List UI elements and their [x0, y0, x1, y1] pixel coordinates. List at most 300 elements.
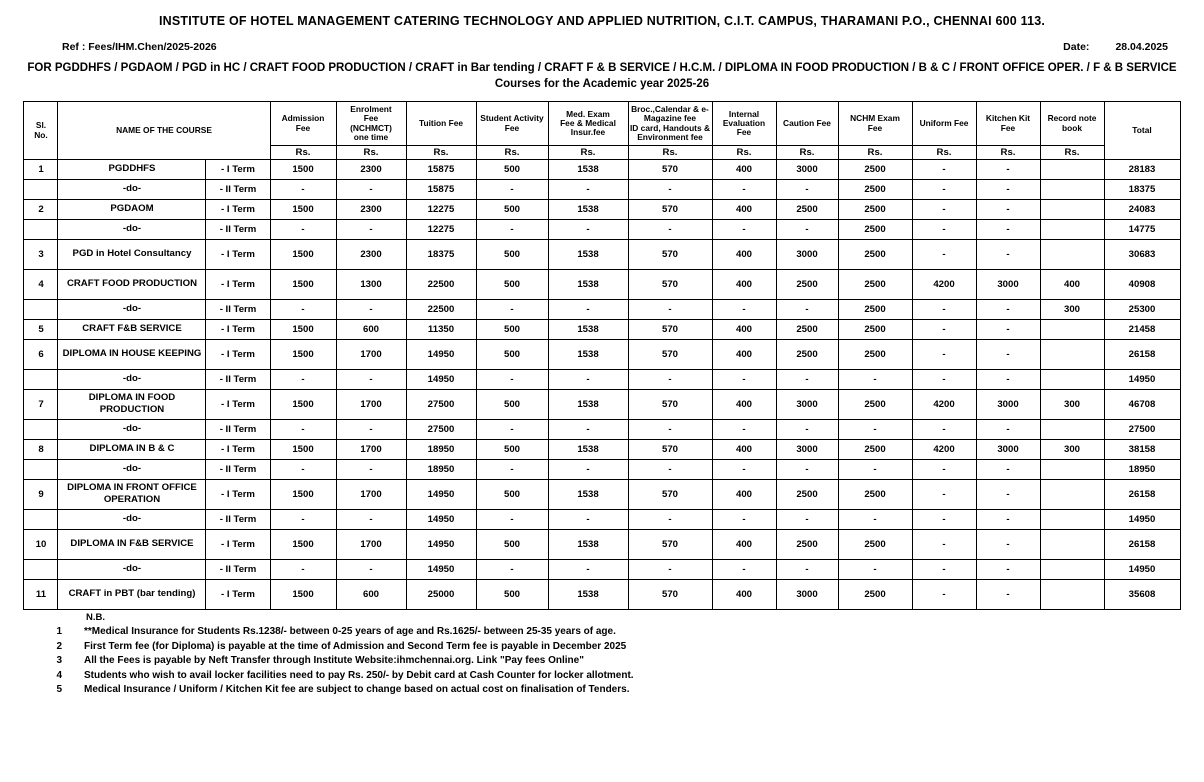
cell-fee-value: 1500 — [270, 269, 336, 299]
cell-fee-value: 2500 — [776, 269, 838, 299]
date-value: 28.04.2025 — [1115, 41, 1168, 53]
table-row — [24, 269, 1180, 299]
cell-fee-value: 1538 — [548, 159, 628, 179]
note-item — [24, 682, 1204, 697]
cell-fee-value: - — [336, 219, 406, 239]
cell-fee-value: - — [548, 179, 628, 199]
cell-fee-value: - — [712, 419, 776, 439]
note-item — [24, 667, 1204, 682]
table-row — [24, 509, 1180, 529]
cell-fee-value — [1040, 459, 1104, 479]
cell-fee-value: 2500 — [838, 579, 912, 609]
cell-fee-value: - — [912, 459, 976, 479]
cell-slno: 2 — [24, 199, 58, 219]
cell-fee-value: 570 — [628, 199, 712, 219]
cell-slno — [24, 559, 58, 579]
cell-fee-value: 4200 — [912, 269, 976, 299]
cell-fee-value — [1040, 239, 1104, 269]
cell-fee-value — [1040, 559, 1104, 579]
cell-total: 30683 — [1104, 239, 1180, 269]
cell-fee-value: - — [912, 579, 976, 609]
cell-fee-value: 3000 — [976, 389, 1040, 419]
cell-fee-value: 400 — [712, 439, 776, 459]
cell-term: - I Term — [206, 479, 270, 509]
cell-fee-value: 2500 — [776, 479, 838, 509]
cell-total: 14950 — [1104, 559, 1180, 579]
header-caution-fee: Caution Fee — [776, 102, 838, 146]
cell-fee-value: - — [776, 559, 838, 579]
cell-fee-value: - — [476, 419, 548, 439]
cell-fee-value: 15875 — [406, 179, 476, 199]
table-row — [24, 159, 1180, 179]
table-row — [24, 319, 1180, 339]
currency-tuition: Rs. — [406, 145, 476, 159]
cell-fee-value: 1500 — [270, 239, 336, 269]
cell-term: - II Term — [206, 369, 270, 389]
cell-fee-value: 2500 — [838, 389, 912, 419]
cell-fee-value: - — [912, 239, 976, 269]
cell-fee-value: 2500 — [838, 299, 912, 319]
cell-slno: 5 — [24, 319, 58, 339]
cell-course-name: CRAFT F&B SERVICE — [58, 319, 206, 339]
cell-fee-value: - — [976, 339, 1040, 369]
note-number: 2 — [56, 640, 62, 652]
cell-fee-value: - — [976, 239, 1040, 269]
cell-fee-value: - — [712, 179, 776, 199]
cell-fee-value: 1500 — [270, 319, 336, 339]
cell-total: 25300 — [1104, 299, 1180, 319]
header-activity-fee: Student Activity Fee — [476, 102, 548, 146]
table-row — [24, 199, 1180, 219]
cell-total: 18375 — [1104, 179, 1180, 199]
cell-fee-value: - — [912, 419, 976, 439]
cell-fee-value: - — [838, 559, 912, 579]
note-text: All the Fees is payable by Neft Transfer through Institute Website:ihmchennai.org. Link "Pay fees Online" — [84, 655, 584, 667]
cell-fee-value: 2500 — [838, 159, 912, 179]
cell-fee-value: 2300 — [336, 199, 406, 219]
cell-fee-value: - — [336, 369, 406, 389]
table-row — [24, 419, 1180, 439]
cell-course-name: DIPLOMA IN FOOD PRODUCTION — [58, 389, 206, 419]
cell-fee-value: 2500 — [838, 479, 912, 509]
cell-fee-value: 1500 — [270, 389, 336, 419]
cell-fee-value: 1700 — [336, 479, 406, 509]
cell-slno: 6 — [24, 339, 58, 369]
cell-course-name: -do- — [58, 459, 206, 479]
cell-fee-value: - — [912, 159, 976, 179]
cell-fee-value: - — [912, 479, 976, 509]
cell-fee-value: 1538 — [548, 529, 628, 559]
cell-fee-value: 500 — [476, 239, 548, 269]
cell-fee-value: - — [548, 419, 628, 439]
cell-fee-value: 3000 — [776, 239, 838, 269]
cell-fee-value: 400 — [1040, 269, 1104, 299]
nb-label: N.B. — [86, 611, 105, 623]
cell-fee-value: 2500 — [838, 319, 912, 339]
cell-fee-value: 1538 — [548, 579, 628, 609]
cell-fee-value: 500 — [476, 339, 548, 369]
cell-course-name: -do- — [58, 419, 206, 439]
cell-fee-value: 4200 — [912, 439, 976, 459]
cell-fee-value: 2500 — [838, 219, 912, 239]
cell-fee-value: 1700 — [336, 389, 406, 419]
cell-fee-value: 1538 — [548, 339, 628, 369]
note-text: First Term fee (for Diploma) is payable at the time of Admission and Second Term fee is payable in December 2025 — [84, 640, 627, 652]
cell-slno: 8 — [24, 439, 58, 459]
cell-fee-value: - — [912, 339, 976, 369]
table-row — [24, 389, 1180, 419]
notes-section — [0, 610, 1204, 697]
courses-subtitle: FOR PGDDHFS / PGDAOM / PGD in HC / CRAFT FOOD PRODUCTION / CRAFT in Bar tending / CRAFT F & B SERVICE / H.C.M. / DIPLOMA IN FOOD PRODUCTION / B & C / FRONT OFFICE OPER. / F & B SERVICE Courses for the Academic year 2025-26 — [27, 62, 1177, 90]
cell-fee-value — [1040, 369, 1104, 389]
cell-fee-value: - — [976, 579, 1040, 609]
cell-fee-value: 1538 — [548, 199, 628, 219]
currency-admission: Rs. — [270, 145, 336, 159]
header-admission-fee: Admission Fee — [270, 102, 336, 146]
cell-fee-value: - — [270, 179, 336, 199]
reference-number: Ref : Fees/IHM.Chen/2025-2026 — [62, 41, 217, 53]
cell-fee-value: 570 — [628, 239, 712, 269]
cell-fee-value: 570 — [628, 319, 712, 339]
cell-fee-value: - — [548, 219, 628, 239]
table-header-row — [24, 102, 1180, 146]
cell-fee-value: - — [776, 219, 838, 239]
cell-fee-value: 25000 — [406, 579, 476, 609]
cell-fee-value: 1500 — [270, 199, 336, 219]
cell-fee-value: - — [976, 479, 1040, 509]
cell-fee-value: 22500 — [406, 299, 476, 319]
cell-term: - II Term — [206, 179, 270, 199]
cell-term: - I Term — [206, 529, 270, 559]
note-item — [24, 653, 1204, 668]
cell-fee-value: - — [548, 369, 628, 389]
cell-fee-value: 500 — [476, 529, 548, 559]
cell-fee-value: 500 — [476, 479, 548, 509]
cell-course-name: DIPLOMA IN B & C — [58, 439, 206, 459]
cell-fee-value: 570 — [628, 339, 712, 369]
cell-fee-value: - — [976, 219, 1040, 239]
cell-fee-value: - — [712, 219, 776, 239]
cell-fee-value: 1500 — [270, 439, 336, 459]
cell-fee-value: 2500 — [776, 199, 838, 219]
cell-fee-value: 1500 — [270, 479, 336, 509]
cell-fee-value: - — [548, 559, 628, 579]
cell-total: 27500 — [1104, 419, 1180, 439]
cell-fee-value: 300 — [1040, 299, 1104, 319]
cell-total: 46708 — [1104, 389, 1180, 419]
note-text: Students who wish to avail locker facilities need to pay Rs. 250/- by Debit card at Cash Counter for locker allotment. — [84, 669, 634, 681]
cell-fee-value: - — [270, 369, 336, 389]
cell-fee-value: - — [838, 509, 912, 529]
cell-fee-value: 11350 — [406, 319, 476, 339]
cell-fee-value — [1040, 319, 1104, 339]
cell-fee-value: 27500 — [406, 419, 476, 439]
cell-fee-value: - — [776, 299, 838, 319]
cell-fee-value: - — [976, 199, 1040, 219]
cell-fee-value: 2500 — [776, 319, 838, 339]
cell-fee-value: - — [912, 199, 976, 219]
cell-fee-value: 300 — [1040, 389, 1104, 419]
cell-fee-value: 14950 — [406, 509, 476, 529]
cell-fee-value: 400 — [712, 389, 776, 419]
cell-fee-value: - — [976, 529, 1040, 559]
header-brochure-fee: Broc.,Calendar & e- Magazine fee ID card, Handouts & Environment fee — [628, 102, 712, 146]
fee-table — [23, 101, 1180, 610]
cell-fee-value: - — [270, 299, 336, 319]
note-item — [24, 624, 1204, 639]
cell-fee-value: 1700 — [336, 339, 406, 369]
cell-fee-value: 500 — [476, 269, 548, 299]
cell-fee-value: 600 — [336, 319, 406, 339]
cell-fee-value: 4200 — [912, 389, 976, 419]
table-row — [24, 439, 1180, 459]
cell-total: 38158 — [1104, 439, 1180, 459]
cell-fee-value: 22500 — [406, 269, 476, 299]
cell-fee-value: - — [336, 419, 406, 439]
cell-slno: 7 — [24, 389, 58, 419]
cell-fee-value: 2300 — [336, 239, 406, 269]
ref-date-row — [0, 29, 1204, 53]
cell-term: - II Term — [206, 459, 270, 479]
cell-course-name: DIPLOMA IN F&B SERVICE — [58, 529, 206, 559]
cell-fee-value: - — [270, 219, 336, 239]
cell-fee-value: 1300 — [336, 269, 406, 299]
cell-fee-value: 14950 — [406, 369, 476, 389]
cell-term: - I Term — [206, 159, 270, 179]
cell-fee-value: - — [476, 369, 548, 389]
cell-fee-value: 3000 — [776, 159, 838, 179]
cell-fee-value: 400 — [712, 239, 776, 269]
table-row — [24, 459, 1180, 479]
cell-fee-value: - — [270, 559, 336, 579]
cell-fee-value: 1500 — [270, 159, 336, 179]
cell-fee-value: 12275 — [406, 219, 476, 239]
cell-fee-value: - — [838, 369, 912, 389]
cell-course-name: -do- — [58, 369, 206, 389]
cell-fee-value: - — [712, 369, 776, 389]
cell-fee-value: 570 — [628, 479, 712, 509]
currency-enrolment: Rs. — [336, 145, 406, 159]
cell-fee-value: 2500 — [838, 199, 912, 219]
table-row — [24, 219, 1180, 239]
cell-fee-value: - — [912, 509, 976, 529]
cell-total: 26158 — [1104, 339, 1180, 369]
cell-fee-value: 14950 — [406, 529, 476, 559]
cell-fee-value: 400 — [712, 269, 776, 299]
note-item — [24, 638, 1204, 653]
cell-fee-value: 27500 — [406, 389, 476, 419]
cell-fee-value: 2500 — [838, 439, 912, 459]
cell-slno: 4 — [24, 269, 58, 299]
cell-fee-value: 570 — [628, 579, 712, 609]
cell-fee-value: - — [628, 509, 712, 529]
cell-term: - II Term — [206, 559, 270, 579]
cell-course-name: PGD in Hotel Consultancy — [58, 239, 206, 269]
cell-fee-value: - — [628, 179, 712, 199]
cell-term: - I Term — [206, 269, 270, 299]
institute-title: INSTITUTE OF HOTEL MANAGEMENT CATERING TECHNOLOGY AND APPLIED NUTRITION, C.I.T. CAMPUS, THARAMANI P.O., CHENNAI 600 113. — [158, 14, 1046, 28]
cell-fee-value: - — [476, 219, 548, 239]
cell-fee-value — [1040, 199, 1104, 219]
cell-fee-value: 1538 — [548, 389, 628, 419]
cell-fee-value: 1500 — [270, 529, 336, 559]
cell-total: 21458 — [1104, 319, 1180, 339]
cell-fee-value: 500 — [476, 389, 548, 419]
cell-fee-value: 1500 — [270, 339, 336, 369]
cell-fee-value: - — [476, 509, 548, 529]
header-internal-evaluation-fee: Internal Evaluation Fee — [712, 102, 776, 146]
cell-total: 40908 — [1104, 269, 1180, 299]
cell-fee-value: 500 — [476, 319, 548, 339]
cell-fee-value: 3000 — [776, 439, 838, 459]
date-block — [1063, 41, 1174, 53]
cell-fee-value: - — [628, 299, 712, 319]
cell-fee-value: - — [336, 559, 406, 579]
cell-fee-value: - — [838, 459, 912, 479]
cell-fee-value: 2500 — [776, 339, 838, 369]
cell-term: - II Term — [206, 219, 270, 239]
cell-course-name: DIPLOMA IN HOUSE KEEPING — [58, 339, 206, 369]
table-row — [24, 529, 1180, 559]
table-row — [24, 559, 1180, 579]
cell-fee-value: 1538 — [548, 269, 628, 299]
cell-course-name: -do- — [58, 179, 206, 199]
cell-course-name: -do- — [58, 299, 206, 319]
cell-fee-value: - — [628, 219, 712, 239]
cell-fee-value: 400 — [712, 159, 776, 179]
cell-slno — [24, 509, 58, 529]
cell-fee-value: - — [776, 419, 838, 439]
cell-slno — [24, 369, 58, 389]
cell-fee-value: 2500 — [838, 239, 912, 269]
currency-uniform: Rs. — [912, 145, 976, 159]
cell-term: - II Term — [206, 509, 270, 529]
cell-fee-value: 500 — [476, 159, 548, 179]
cell-fee-value: - — [712, 459, 776, 479]
cell-fee-value: - — [776, 369, 838, 389]
cell-fee-value: 2300 — [336, 159, 406, 179]
cell-fee-value: - — [476, 179, 548, 199]
cell-fee-value: - — [548, 299, 628, 319]
cell-fee-value: 1538 — [548, 479, 628, 509]
cell-fee-value: 3000 — [976, 269, 1040, 299]
cell-fee-value: - — [270, 419, 336, 439]
cell-course-name: -do- — [58, 509, 206, 529]
cell-fee-value: - — [628, 459, 712, 479]
header-record-note-book: Record note book — [1040, 102, 1104, 146]
cell-fee-value: 570 — [628, 159, 712, 179]
cell-total: 24083 — [1104, 199, 1180, 219]
cell-fee-value: - — [476, 299, 548, 319]
cell-total: 28183 — [1104, 159, 1180, 179]
cell-fee-value: 2500 — [838, 179, 912, 199]
cell-fee-value: - — [476, 459, 548, 479]
cell-fee-value: - — [976, 179, 1040, 199]
cell-fee-value: - — [912, 179, 976, 199]
cell-fee-value: 300 — [1040, 439, 1104, 459]
cell-fee-value: - — [628, 559, 712, 579]
cell-slno: 3 — [24, 239, 58, 269]
cell-fee-value: 2500 — [838, 529, 912, 559]
cell-term: - I Term — [206, 439, 270, 459]
cell-fee-value: 1700 — [336, 439, 406, 459]
cell-fee-value: - — [976, 159, 1040, 179]
cell-course-name: CRAFT in PBT (bar tending) — [58, 579, 206, 609]
cell-fee-value: - — [976, 319, 1040, 339]
cell-slno: 1 — [24, 159, 58, 179]
cell-total: 26158 — [1104, 529, 1180, 559]
table-row — [24, 579, 1180, 609]
cell-fee-value: 18950 — [406, 459, 476, 479]
notes-list — [24, 624, 1204, 697]
table-row — [24, 479, 1180, 509]
cell-course-name: DIPLOMA IN FRONT OFFICE OPERATION — [58, 479, 206, 509]
cell-total: 14775 — [1104, 219, 1180, 239]
note-number: 3 — [56, 655, 62, 667]
cell-fee-value: 500 — [476, 199, 548, 219]
cell-course-name: PGDAOM — [58, 199, 206, 219]
cell-fee-value: - — [838, 419, 912, 439]
cell-term: - I Term — [206, 319, 270, 339]
cell-fee-value — [1040, 479, 1104, 509]
header-enrolment-fee: Enrolment Fee (NCHMCT) one time — [336, 102, 406, 146]
cell-course-name: -do- — [58, 559, 206, 579]
cell-fee-value: 400 — [712, 199, 776, 219]
cell-fee-value: 3000 — [776, 389, 838, 419]
cell-fee-value: - — [976, 559, 1040, 579]
currency-record: Rs. — [1040, 145, 1104, 159]
cell-term: - I Term — [206, 239, 270, 269]
cell-fee-value: 570 — [628, 389, 712, 419]
cell-term: - I Term — [206, 339, 270, 369]
cell-fee-value: - — [776, 509, 838, 529]
cell-slno — [24, 459, 58, 479]
note-text: **Medical Insurance for Students Rs.1238/- between 0-25 years of age and Rs.1625/- between 25-35 years of age. — [84, 626, 616, 638]
cell-fee-value: 14950 — [406, 559, 476, 579]
cell-fee-value: 400 — [712, 529, 776, 559]
table-row — [24, 239, 1180, 269]
currency-nchm: Rs. — [838, 145, 912, 159]
cell-fee-value: - — [336, 509, 406, 529]
cell-fee-value: 15875 — [406, 159, 476, 179]
date-label: Date: — [1063, 41, 1090, 53]
cell-fee-value: - — [912, 369, 976, 389]
cell-fee-value: - — [712, 299, 776, 319]
cell-total: 35608 — [1104, 579, 1180, 609]
currency-brochure: Rs. — [628, 145, 712, 159]
cell-fee-value: - — [628, 369, 712, 389]
cell-fee-value — [1040, 219, 1104, 239]
cell-fee-value — [1040, 579, 1104, 609]
cell-fee-value: - — [912, 219, 976, 239]
cell-fee-value: - — [336, 459, 406, 479]
cell-fee-value: - — [976, 299, 1040, 319]
table-row — [24, 369, 1180, 389]
cell-fee-value — [1040, 159, 1104, 179]
table-row — [24, 339, 1180, 369]
cell-term: - I Term — [206, 579, 270, 609]
cell-fee-value: - — [712, 559, 776, 579]
cell-fee-value: - — [976, 509, 1040, 529]
cell-fee-value — [1040, 529, 1104, 559]
cell-fee-value: 570 — [628, 529, 712, 559]
cell-fee-value: - — [336, 179, 406, 199]
header-course: NAME OF THE COURSE — [58, 102, 270, 160]
cell-fee-value: 600 — [336, 579, 406, 609]
cell-fee-value — [1040, 179, 1104, 199]
fee-table-body — [24, 159, 1180, 609]
cell-fee-value: 570 — [628, 439, 712, 459]
